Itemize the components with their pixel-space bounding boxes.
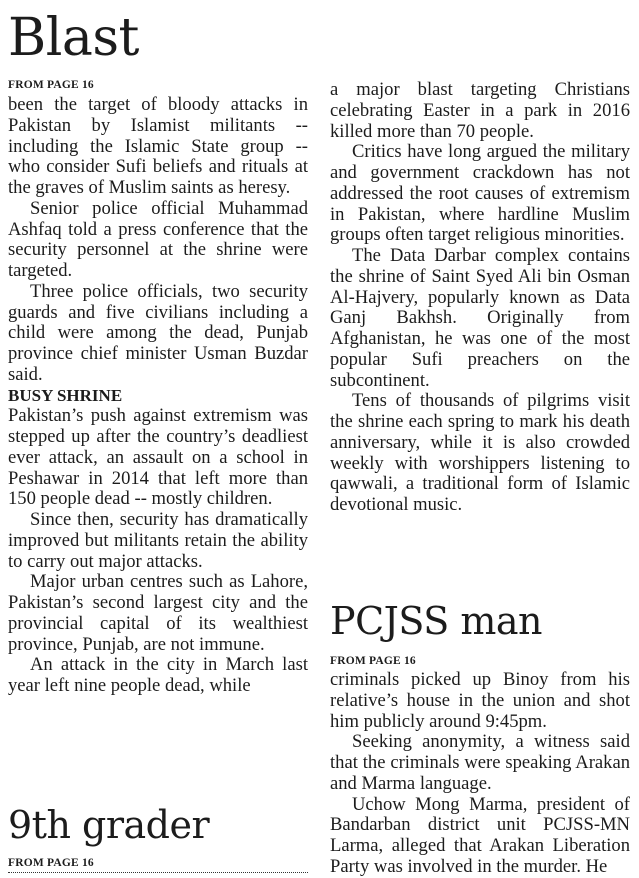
pcjss-headline: PCJSS man [330,599,543,643]
blast-paragraph: Major urban centres such as Lahore, Pakistan’s second largest city and the provincial capital of its wealthiest province, Punjab, are not immune. [8,571,308,655]
blast-subhead: BUSY SHRINE [8,385,123,405]
ninth-grader-kicker: FROM PAGE 16 [8,857,94,869]
blast-paragraph: Three police officials, two security guards and five civilians including a child were among the dead, Punjab province chief minister Usman Buzdar said. [8,280,308,385]
blast-kicker: FROM PAGE 16 [8,79,94,91]
blast-left-column [8,95,308,697]
blast-paragraph: Tens of thousands of pilgrims visit the shrine each spring to mark his death anniversary, while it is also crowded weekly with worshippers listening to qawwali, a traditional form of Islamic devotional music. [330,390,630,515]
pcjss-paragraph: criminals picked up Binoy from his relative’s house in the union and shot him publicly around 9:45pm. [330,669,630,732]
blast-paragraph: Senior police official Muhammad Ashfaq told a press conference that the security personnel at the shrine were targeted. [8,197,308,281]
ninth-grader-headline: 9th grader [8,803,210,847]
blast-paragraph: Since then, security has dramatically improved but militants retain the ability to carry out major attacks. [8,509,308,572]
pcjss-paragraph: Uchow Mong Marma, president of Bandarban district unit PCJSS-MN Larma, alleged that Arakan Liberation Party was involved in the murder. He [330,793,630,877]
pcjss-kicker: FROM PAGE 16 [330,655,416,667]
blast-paragraph: been the target of bloody attacks in Pakistan by Islamist militants -- including the Islamic State group -- who consider Sufi beliefs and rituals at the graves of Muslim saints as heresy. [8,94,308,198]
blast-paragraph: a major blast targeting Christians celebrating Easter in a park in 2016 killed more than 70 people. [330,79,630,142]
cropped-text-line [8,870,308,877]
blast-paragraph: Critics have long argued the military and government crackdown has not addressed the root causes of extremism in Pakistan, where hardline Muslim groups often target religious minorities. [330,141,630,246]
pcjss-column [330,670,630,878]
blast-right-column [330,80,630,516]
pcjss-paragraph: Seeking anonymity, a witness said that the criminals were speaking Arakan and Marma language. [330,731,630,794]
blast-paragraph: An attack in the city in March last year left nine people dead, while [8,654,308,696]
blast-headline: Blast [8,8,139,68]
blast-paragraph: Pakistan’s push against extremism was stepped up after the country’s deadliest ever attack, an assault on a school in Peshawar in 2014 that left more than 150 people dead -- mostly children. [8,405,308,510]
blast-paragraph: The Data Darbar complex contains the shrine of Saint Syed Ali bin Osman Al-Hajvery, popularly known as Data Ganj Bakhsh. Originally from Afghanistan, he was one of the most popular Sufi preachers on the subcontinent. [330,245,630,391]
